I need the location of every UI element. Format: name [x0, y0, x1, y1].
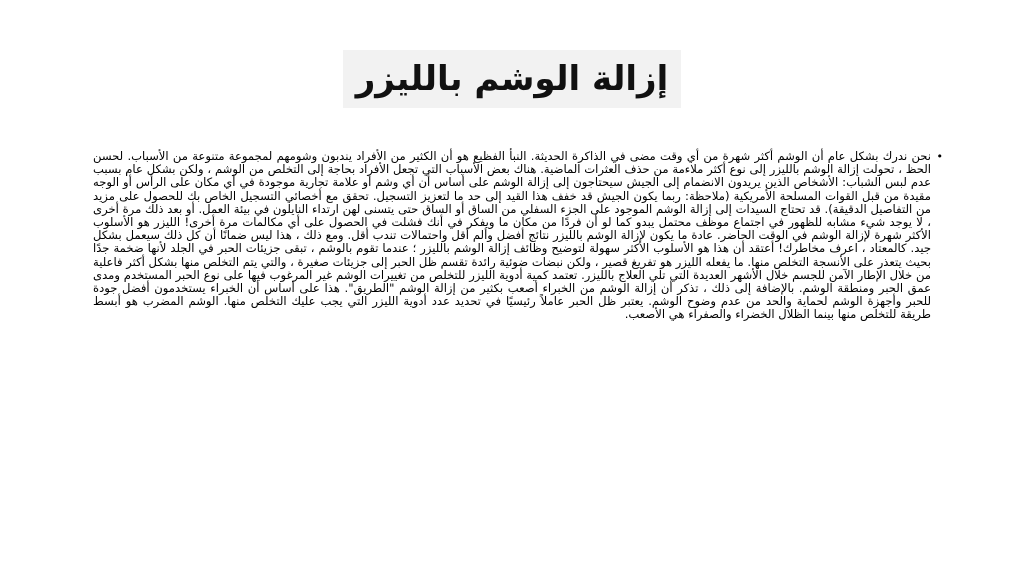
bullet-paragraph — [93, 150, 943, 322]
paragraph-text: نحن ندرك بشكل عام أن الوشم أكثر شهرة من أي وقت مضى في الذاكرة الحديثة. النبأ الفظيع هو أن الكثير من الأفراد يندبون وشومهم لمجموعة متنوعة من الأسباب. لحسن الحظ ، تحولت إزالة الوشم بالليزر إلى نوع أكثر ملاءمة من حذف العثرات الماضية. هناك بعض الأسباب التي تجعل الأفراد بحاجة إلى التخلص من الوشم ، ولكن بشكل عام بسبب عدم لبس الشباب: الأشخاص الذين يريدون الانضمام إلى الجيش سيحتاجون إلى إزالة الوشم على أساس أن أي وشم أو علامة تجارية موجودة في أي مكان على الرأس أو الوجه مقيدة من قبل القوات المسلحة الأمريكية (ملاحظة: ربما يكون الجيش قد خفف هذا القيد إلى حد ما لتعزيز التسجيل. تحقق مع أخصائي التسجيل الخاص بك للحصول على مزيد من التفاصيل الدقيقة). قد تحتاج السيدات إلى إزالة الوشم الموجود على الجزء السفلي من الساق أو الساق حتى يتسنى لهن ارتداء النايلون في بيئة العمل. أو بعد ذلك مرة أخرى ، لا يوجد شيء مشابه للظهور في اجتماع موظف محتمل يبدو كما لو أن فردًا من مكان ما ويفكر في أنك فشلت في الحصول على أي مكالمات مرة أخرى! الليزر هو الأسلوب الأكثر شهرة لإزالة الوشم في الوقت الحاضر. عادة ما يكون لإزالة الوشم بالليزر نتائج أفضل وألم أقل واحتمالات تندب أقل. ومع ذلك ، هذا ليس ضمانًا أن كل ذلك سيعمل بشكل جيد. كالمعتاد ، اعرف مخاطرك! أعتقد أن هذا هو الأسلوب الأكثر سهولة لتوضيح وظائف إزالة الوشم بالليزر ؛ عندما تقوم بالوشم ، تبقى جزيئات الحبر في الجلد لأنها ضخمة جدًا بحيث يتعذر على الأنسجة التخلص منها. ما يفعله الليزر هو تفريغ قصير ، ولكن نبضات ضوئية رائدة تقسم ظل الحبر إلى جزيئات صغيرة ، والتي يتم التخلص منها بشكل أكثر فاعلية من خلال الإطار الآمن للجسم خلال الأشهر العديدة التي تلي العلاج بالليزر. تعتمد كمية أدوية الليزر للتخلص من تغييرات الوشم غير المرغوب فيها على نوع الحبر المستخدم ومدى عمق الحبر ومنطقة الوشم. بالإضافة إلى ذلك ، تذكر أن إزالة الوشم من الخبراء أصعب بكثير من إزالة الوشم "الطريق". هذا على أساس أن الخبراء يستخدمون أفضل جودة للحبر وأجهزة الوشم لحماية والحد من عدم وضوح الوشم. يعتبر ظل الحبر عاملاً رئيسيًا في تحديد عدد أدوية الليزر التي يجب عليك التخلص منها. الوشم المضرب هو أبسط طريقة للتخلص منها بينما الظلال الخضراء والصفراء هي الأصعب. — [93, 149, 931, 322]
slide-body — [93, 150, 943, 490]
bullet-dot-icon: • — [936, 150, 943, 163]
title-box — [343, 50, 681, 108]
slide-title: إزالة الوشم بالليزر — [355, 59, 669, 99]
